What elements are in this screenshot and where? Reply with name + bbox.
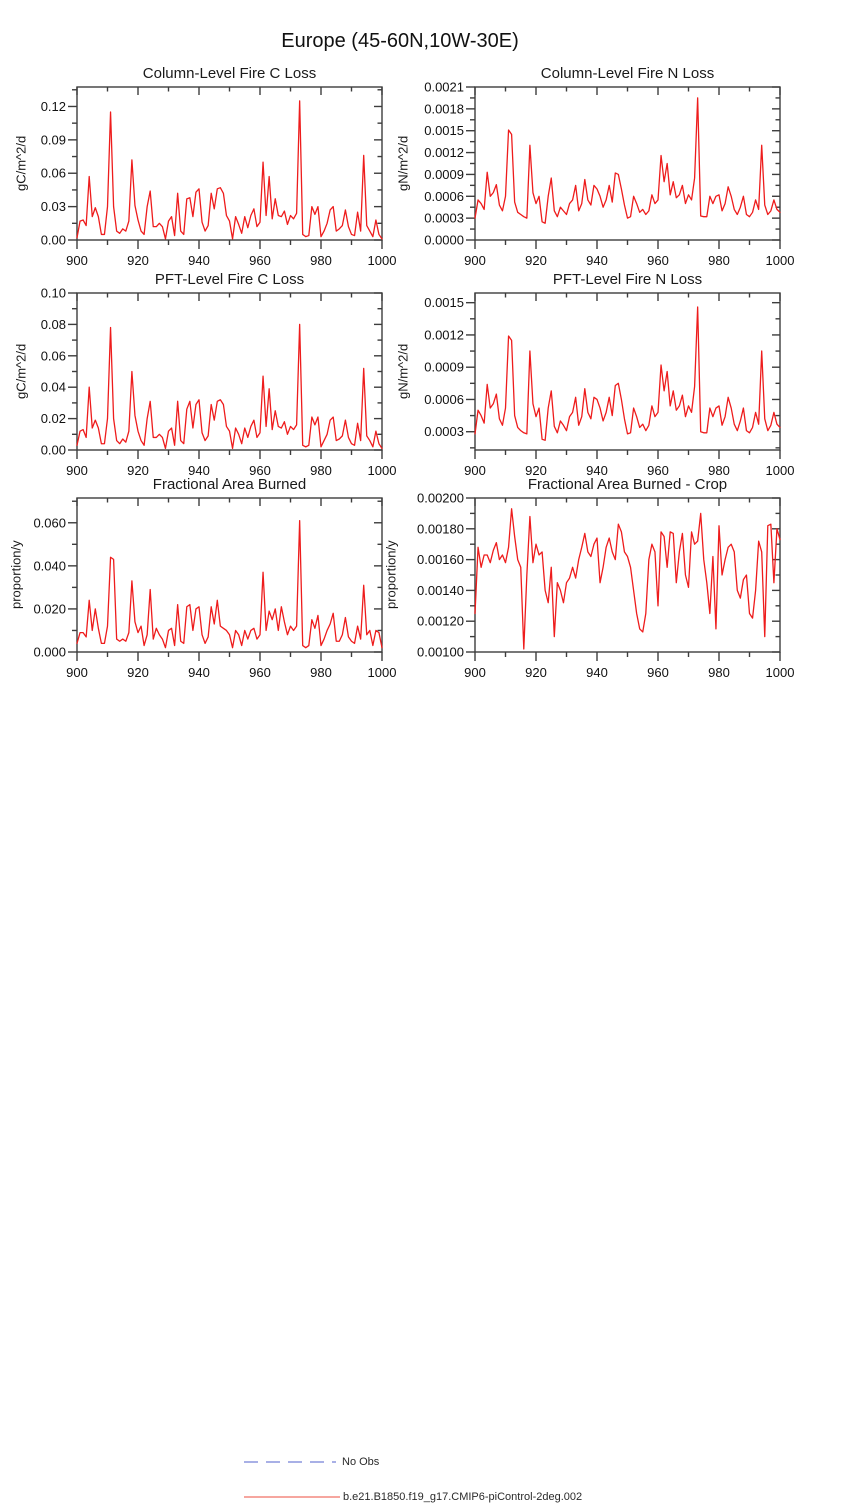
- svg-text:0.0003: 0.0003: [424, 424, 464, 440]
- legend-noobs-label: No Obs: [342, 1456, 380, 1468]
- y-axis-label: gN/m^2/d: [395, 135, 411, 192]
- svg-text:940: 940: [586, 463, 608, 478]
- svg-text:960: 960: [249, 665, 271, 680]
- y-axis-label: gC/m^2/d: [13, 135, 29, 192]
- svg-text:0.0012: 0.0012: [424, 145, 464, 161]
- svg-text:940: 940: [586, 665, 608, 680]
- svg-text:980: 980: [310, 665, 332, 680]
- svg-text:1000: 1000: [367, 253, 397, 268]
- column-level-fire-n-loss-canvas: [424, 79, 795, 268]
- svg-text:0.00: 0.00: [40, 232, 66, 248]
- svg-text:960: 960: [249, 253, 271, 268]
- svg-text:0.00: 0.00: [40, 442, 66, 458]
- svg-text:960: 960: [647, 665, 669, 680]
- chart-pft-fire-n-loss: [395, 271, 795, 478]
- svg-text:0.08: 0.08: [40, 316, 66, 332]
- svg-text:1000: 1000: [765, 463, 795, 478]
- svg-text:0.00160: 0.00160: [417, 552, 464, 568]
- series-line: [77, 324, 382, 448]
- legend-model-label: b.e21.B1850.f19_g17.CMIP6-piControl-2deg.002: [343, 1491, 583, 1503]
- svg-text:0.0018: 0.0018: [424, 101, 464, 117]
- pft-level-fire-c-loss-canvas: [40, 285, 397, 478]
- svg-text:940: 940: [188, 253, 210, 268]
- svg-text:0.0021: 0.0021: [424, 79, 464, 95]
- fractional-area-burned-crop-canvas: [417, 490, 795, 680]
- chart-column-fire-c-loss: [13, 65, 397, 268]
- svg-text:0.0009: 0.0009: [424, 359, 464, 375]
- chart-title: PFT-Level Fire N Loss: [552, 271, 703, 288]
- y-axis-label: gC/m^2/d: [13, 343, 29, 400]
- chart-title: Fractional Area Burned: [152, 476, 307, 493]
- svg-text:0.04: 0.04: [40, 379, 66, 395]
- svg-text:0.06: 0.06: [40, 348, 66, 364]
- svg-text:0.0015: 0.0015: [424, 295, 464, 311]
- chart-title: Column-Level Fire C Loss: [142, 65, 317, 82]
- page-title: Europe (45-60N,10W-30E): [281, 30, 519, 52]
- tick-labels: [41, 99, 397, 268]
- chart-column-fire-n-loss: [395, 65, 795, 268]
- svg-text:0.020: 0.020: [33, 601, 66, 617]
- svg-text:1000: 1000: [765, 253, 795, 268]
- legend: [0, 720, 800, 1503]
- svg-text:960: 960: [249, 463, 271, 478]
- series-line: [475, 307, 780, 440]
- chart-pft-fire-c-loss: [13, 271, 397, 478]
- svg-text:940: 940: [188, 463, 210, 478]
- svg-text:0.00200: 0.00200: [417, 490, 464, 506]
- chart-title: Column-Level Fire N Loss: [540, 65, 715, 82]
- svg-text:0.0009: 0.0009: [424, 166, 464, 182]
- tick-labels: [41, 286, 397, 479]
- series-line: [77, 521, 382, 648]
- y-axis-label: proportion/y: [383, 540, 399, 610]
- svg-text:920: 920: [525, 463, 547, 478]
- series-line: [77, 101, 382, 239]
- svg-text:900: 900: [464, 665, 486, 680]
- svg-text:0.0000: 0.0000: [424, 232, 464, 248]
- svg-text:1000: 1000: [367, 463, 397, 478]
- svg-text:960: 960: [647, 253, 669, 268]
- svg-text:0.00120: 0.00120: [417, 613, 464, 629]
- svg-text:0.12: 0.12: [40, 98, 66, 114]
- svg-text:1000: 1000: [367, 665, 397, 680]
- svg-text:940: 940: [586, 253, 608, 268]
- svg-text:900: 900: [66, 253, 88, 268]
- chart-title: Fractional Area Burned - Crop: [527, 476, 728, 493]
- svg-text:0.0012: 0.0012: [424, 327, 464, 343]
- chart-title: PFT-Level Fire C Loss: [154, 271, 305, 288]
- svg-text:0.0006: 0.0006: [424, 188, 464, 204]
- svg-text:0.03: 0.03: [40, 199, 66, 215]
- svg-text:0.00180: 0.00180: [417, 521, 464, 537]
- svg-text:920: 920: [127, 463, 149, 478]
- svg-text:0.00100: 0.00100: [417, 644, 464, 660]
- svg-text:0.060: 0.060: [33, 515, 66, 531]
- svg-text:0.000: 0.000: [33, 644, 66, 660]
- svg-text:900: 900: [66, 463, 88, 478]
- svg-text:900: 900: [464, 463, 486, 478]
- svg-text:900: 900: [66, 665, 88, 680]
- svg-text:1000: 1000: [765, 665, 795, 680]
- y-axis-label: gN/m^2/d: [395, 343, 411, 400]
- y-axis-label: proportion/y: [8, 540, 24, 610]
- svg-text:0.09: 0.09: [40, 132, 66, 148]
- chart-fractional-area-burned-crop: [383, 476, 795, 680]
- svg-text:980: 980: [708, 463, 730, 478]
- legend-noobs-line: [244, 1460, 336, 1464]
- svg-text:980: 980: [310, 253, 332, 268]
- svg-text:0.02: 0.02: [40, 411, 66, 427]
- column-level-fire-c-loss-canvas: [40, 87, 397, 268]
- svg-text:920: 920: [127, 253, 149, 268]
- svg-text:980: 980: [708, 665, 730, 680]
- chart-fractional-area-burned: [8, 476, 397, 680]
- pft-level-fire-n-loss-canvas: [424, 293, 795, 478]
- legend-model-line: [244, 1495, 340, 1499]
- series-line: [475, 509, 780, 649]
- svg-text:0.040: 0.040: [33, 558, 66, 574]
- svg-text:980: 980: [708, 253, 730, 268]
- svg-text:0.06: 0.06: [40, 165, 66, 181]
- svg-text:900: 900: [464, 253, 486, 268]
- svg-text:0.0006: 0.0006: [424, 391, 464, 407]
- svg-text:920: 920: [525, 253, 547, 268]
- svg-text:920: 920: [127, 665, 149, 680]
- tick-labels: [33, 515, 396, 680]
- svg-text:980: 980: [310, 463, 332, 478]
- svg-text:920: 920: [525, 665, 547, 680]
- svg-text:0.00140: 0.00140: [417, 582, 464, 598]
- svg-text:0.10: 0.10: [40, 285, 66, 301]
- svg-text:960: 960: [647, 463, 669, 478]
- svg-text:0.0003: 0.0003: [424, 210, 464, 226]
- series-line: [475, 98, 780, 223]
- axes: [68, 498, 382, 661]
- svg-text:0.0015: 0.0015: [424, 123, 464, 139]
- svg-text:940: 940: [188, 665, 210, 680]
